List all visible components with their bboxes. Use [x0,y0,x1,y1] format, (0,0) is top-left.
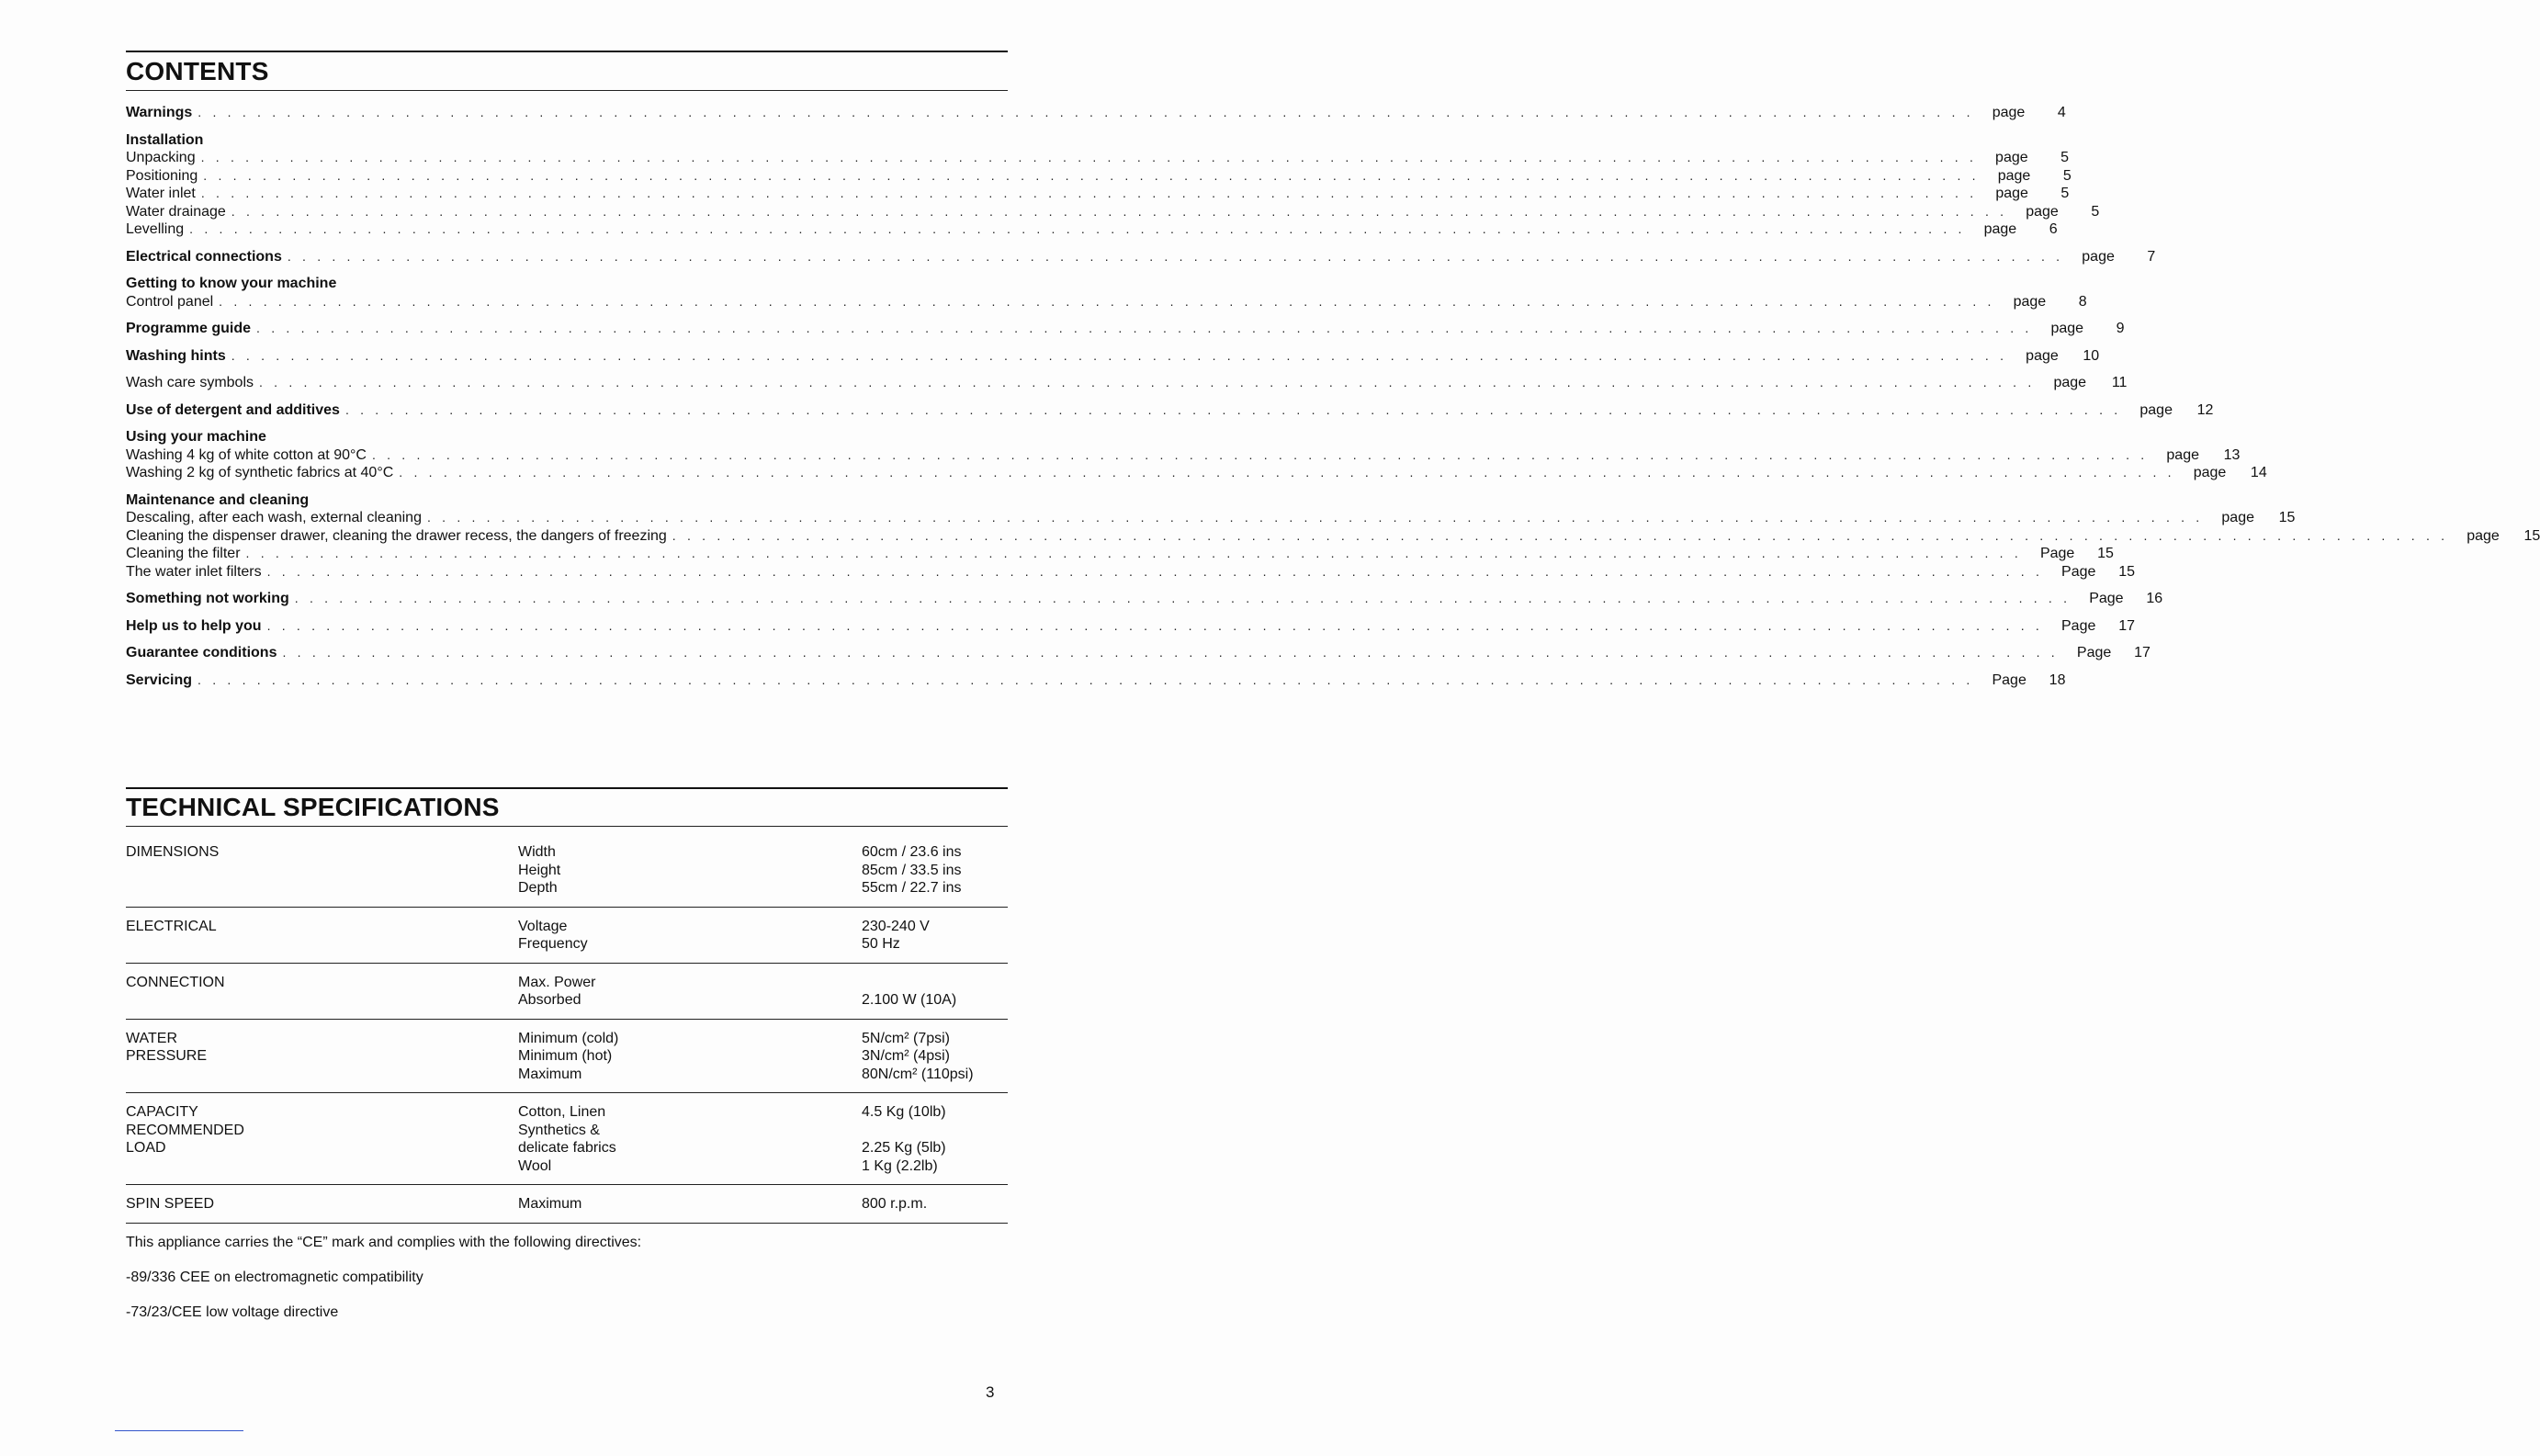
toc-entry-label: Washing 2 kg of synthetic fabrics at 40°C [126,465,394,480]
toc-entry [126,203,2100,221]
toc-page-number: 8 [2078,293,2087,310]
toc-page-word: Page [2076,645,2112,660]
toc-leader-dots: . . . . . . . . . . . . . . . . . . . . . . . . . . . . . . . . . . . . . . . . . . . . . . . . . . . . . . . . . . . . . . . . . . . . . . . . . . . . . . . . . . . . . . . . . . . . . . . . . . . . . . . . . . . . . . . . . . . . . . . . [189,221,1966,236]
toc-entry [126,104,2066,122]
toc-page-word: page [2467,527,2500,544]
toc-page-number: 10 [2083,347,2100,364]
toc-entry [126,401,2214,420]
page-number: 3 [986,1383,995,1401]
toc-leader-dots: . . . . . . . . . . . . . . . . . . . . . . . . . . . . . . . . . . . . . . . . . . . . . . . . . . . . . . . . . . . . . . . . . . . . . . . . . . . . . . . . . . . . . . . . . . . . . . . . . . . . . . . . . . . . . . . . . . . . . . . . [231,203,2008,219]
toc-page-word: page [1995,186,2028,201]
toc-page-number: 4 [2057,105,2066,120]
toc-page-word: page [1997,167,2031,184]
spec-item-column [518,974,595,1010]
toc-page-number: 17 [2118,617,2135,634]
toc-page-word: page [1983,221,2017,237]
toc-entry-label: Washing 4 kg of white cotton at 90°C [126,446,367,463]
toc-page-number: 17 [2134,645,2151,660]
toc-group [126,672,2066,690]
spec-category-column [126,1195,214,1213]
spec-category: DIMENSIONS [126,844,220,860]
spec-item: Width [518,844,556,860]
toc-page-word: page [2026,203,2059,220]
toc-page-word: Page [1992,672,2026,688]
toc-entry [126,320,2125,338]
toc-entry [126,293,2087,311]
toc-entry-label: Cleaning the dispenser drawer, cleaning the drawer recess, the dangers of freezing [126,527,667,544]
spec-item: Wool [518,1157,552,1174]
toc-entry-label: Something not working [126,591,289,606]
spec-item: Voltage [518,918,568,934]
spec-row-divider [126,963,1008,964]
toc-group [126,428,2267,482]
toc-page-number: 7 [2147,248,2156,265]
spec-value: 3N/cm² (4psi) [862,1048,951,1064]
toc-group-heading: Using your machine [126,429,266,445]
spec-item: Minimum (cold) [518,1030,619,1046]
toc-leader-dots: . . . . . . . . . . . . . . . . . . . . . . . . . . . . . . . . . . . . . . . . . . . . . . . . . . . . . . . . . . . . . . . . . . . . . . . . . . . . . . . . . . . . . . . . . . . . . . . . . . . . . . . . . . . . . . . . . . . . . . . . [294,591,2072,605]
spec-item-column [518,1103,616,1175]
spec-row-divider [126,1092,1008,1093]
directive-low-voltage: -73/23/CEE low voltage directive [126,1304,339,1320]
spec-category-column [126,1030,207,1066]
toc-page-word: page [2050,321,2084,336]
toc-page-word: page [2082,248,2115,265]
toc-entry-label: Help us to help you [126,617,262,634]
spec-value: 5N/cm² (7psi) [862,1030,951,1046]
spec-item: Cotton, Linen [518,1104,606,1120]
spec-category: LOAD [126,1140,166,1156]
toc-leader-dots: . . . . . . . . . . . . . . . . . . . . . . . . . . . . . . . . . . . . . . . . . . . . . . . . . . . . . . . . . . . . . . . . . . . . . . . . . . . . . . . . . . . . . . . . . . . . . . . . . . . . . . . . . . . . . . . . . . . . . . . . [371,446,2149,462]
toc-leader-dots: . . . . . . . . . . . . . . . . . . . . . . . . . . . . . . . . . . . . . . . . . . . . . . . . . . . . . . . . . . . . . . . . . . . . . . . . . . . . . . . . . . . . . . . . . . . . . . . . . . . . . . . . . . . . . . . . . . . . . . . . [282,645,2059,660]
spec-row [126,918,1008,954]
toc-page-word: page [2013,293,2047,310]
toc-leader-dots: . . . . . . . . . . . . . . . . . . . . . . . . . . . . . . . . . . . . . . . . . . . . . . . . . . . . . . . . . . . . . . . . . . . . . . . . . . . . . . . . . . . . . . . . . . . . . . . . . . . . . . . . . . . . . . . . . . . . . . . . [200,186,1978,200]
toc-group [126,644,2151,662]
spec-row [126,1195,1008,1213]
toc-entry [126,167,2072,186]
toc-entry [126,672,2066,690]
toc-entry-label: Washing hints [126,347,226,364]
contents-title: CONTENTS [126,57,269,85]
toc-page-word: page [1992,105,2026,120]
toc-entry [126,248,2156,266]
spec-value-column [862,843,962,897]
spec-value: 800 r.p.m. [862,1196,928,1212]
compliance-notes [126,1234,641,1338]
toc-entry-label: Cleaning the filter [126,546,241,561]
spec-value: 55cm / 22.7 ins [862,880,962,896]
toc-entry-label: Water drainage [126,203,226,220]
toc-leader-dots: . . . . . . . . . . . . . . . . . . . . . . . . . . . . . . . . . . . . . . . . . . . . . . . . . . . . . . . . . . . . . . . . . . . . . . . . . . . . . . . . . . . . . . . . . . . . . . . . . . . . . . . . . . . . . . . . . . . . . . . . [231,347,2008,363]
spec-row [126,843,1008,897]
toc-entry [126,347,2100,366]
toc-page-word: Page [2061,563,2096,580]
spec-value: 4.5 Kg (10lb) [862,1104,946,1120]
spec-item: Depth [518,880,558,896]
toc-page-number: 5 [2060,186,2070,201]
toc-entry [126,149,2070,167]
spec-value-column [862,1030,974,1084]
toc-page-number: 6 [2049,221,2058,237]
specs-title-underline [126,826,1008,827]
toc-entry-label: Guarantee conditions [126,645,277,660]
toc-leader-dots: . . . . . . . . . . . . . . . . . . . . . . . . . . . . . . . . . . . . . . . . . . . . . . . . . . . . . . . . . . . . . . . . . . . . . . . . . . . . . . . . . . . . . . . . . . . . . . . . . . . . . . . . . . . . . . . . . . . . . . . . [256,321,2033,335]
spec-value-column [862,918,930,954]
toc-entry [126,446,2241,465]
toc-page-number: 12 [2196,401,2214,418]
toc-leader-dots: . . . . . . . . . . . . . . . . . . . . . . . . . . . . . . . . . . . . . . . . . . . . . . . . . . . . . . . . . . . . . . . . . . . . . . . . . . . . . . . . . . . . . . . . . . . . . . . . . . . . . . . . . . . . . . . . . . . . . . . . [266,617,2043,633]
spec-value [862,1122,946,1140]
spec-row-divider [126,1019,1008,1020]
toc-page-word: page [2139,401,2173,418]
toc-group-heading: Installation [126,131,204,148]
spec-value-column [862,974,956,1010]
toc-entry-label: Servicing [126,672,193,688]
toc-group [126,590,2163,608]
toc-entry-label: The water inlet filters [126,563,262,580]
specs-title: TECHNICAL SPECIFICATIONS [126,793,500,821]
contents-title-underline [126,90,1008,91]
toc-entry-label: Descaling, after each wash, external cleaning [126,510,422,525]
toc-page-word: page [2221,510,2254,525]
spec-item: delicate fabrics [518,1140,616,1156]
toc-group [126,131,2100,239]
spec-category: CONNECTION [126,974,225,990]
toc-page-word: page [2053,375,2087,390]
toc-group [126,248,2156,266]
spec-value: 60cm / 23.6 ins [862,844,962,860]
toc-entry-label: Positioning [126,167,198,184]
toc-entry [126,509,2296,527]
toc-page-number: 16 [2146,591,2163,606]
spec-item: Absorbed [518,992,581,1008]
toc-leader-dots: . . . . . . . . . . . . . . . . . . . . . . . . . . . . . . . . . . . . . . . . . . . . . . . . . . . . . . . . . . . . . . . . . . . . . . . . . . . . . . . . . . . . . . . . . . . . . . . . . . . . . . . . . . . . . . . . . . . . . . . . [287,248,2064,264]
spec-item-column [518,843,560,897]
toc-leader-dots: . . . . . . . . . . . . . . . . . . . . . . . . . . . . . . . . . . . . . . . . . . . . . . . . . . . . . . . . . . . . . . . . . . . . . . . . . . . . . . . . . . . . . . . . . . . . . . . . . . . . . . . . . . . . . . . . . . . . . . . . [672,527,2449,543]
spec-category-column [126,1103,244,1157]
contents-top-rule [126,51,1008,52]
toc-leader-dots: . . . . . . . . . . . . . . . . . . . . . . . . . . . . . . . . . . . . . . . . . . . . . . . . . . . . . . . . . . . . . . . . . . . . . . . . . . . . . . . . . . . . . . . . . . . . . . . . . . . . . . . . . . . . . . . . . . . . . . . . [219,293,1995,309]
toc-leader-dots: . . . . . . . . . . . . . . . . . . . . . . . . . . . . . . . . . . . . . . . . . . . . . . . . . . . . . . . . . . . . . . . . . . . . . . . . . . . . . . . . . . . . . . . . . . . . . . . . . . . . . . . . . . . . . . . . . . . . . . . . [245,546,2022,560]
toc-entry-label: Warnings [126,105,193,120]
toc-group [126,491,2540,581]
spec-category: RECOMMENDED [126,1122,244,1138]
toc-leader-dots: . . . . . . . . . . . . . . . . . . . . . . . . . . . . . . . . . . . . . . . . . . . . . . . . . . . . . . . . . . . . . . . . . . . . . . . . . . . . . . . . . . . . . . . . . . . . . . . . . . . . . . . . . . . . . . . . . . . . . . . . [266,563,2044,579]
toc-page-number: 15 [2278,510,2296,525]
spec-value: 2.100 W (10A) [862,992,957,1008]
spec-value: 230-240 V [862,918,930,934]
toc-entry-label: Levelling [126,221,185,237]
specs-top-rule [126,787,1008,789]
spec-category: PRESSURE [126,1048,208,1064]
toc-entry [126,220,2058,239]
toc-page-number: 13 [2223,446,2241,463]
spec-item: Height [518,862,561,878]
directive-emc: -89/336 CEE on electromagnetic compatibility [126,1270,423,1285]
toc-page-word: page [2193,465,2227,480]
toc-entry [126,644,2151,662]
toc-entry-label: Use of detergent and additives [126,401,340,418]
toc-group-heading: Maintenance and cleaning [126,491,310,508]
toc-leader-dots: . . . . . . . . . . . . . . . . . . . . . . . . . . . . . . . . . . . . . . . . . . . . . . . . . . . . . . . . . . . . . . . . . . . . . . . . . . . . . . . . . . . . . . . . . . . . . . . . . . . . . . . . . . . . . . . . . . . . . . . . [198,672,1974,687]
toc-entry-label: Unpacking [126,150,196,165]
toc-entry-label: Control panel [126,293,214,310]
toc-group [126,347,2100,366]
spec-row-divider [126,1184,1008,1185]
toc-entry [126,563,2136,581]
toc-page-number: 14 [2250,465,2267,480]
toc-entry [126,464,2267,482]
spec-item: Maximum [518,1196,582,1212]
toc-leader-dots: . . . . . . . . . . . . . . . . . . . . . . . . . . . . . . . . . . . . . . . . . . . . . . . . . . . . . . . . . . . . . . . . . . . . . . . . . . . . . . . . . . . . . . . . . . . . . . . . . . . . . . . . . . . . . . . . . . . . . . . . [203,167,1980,183]
toc-page-word: Page [2061,617,2096,634]
toc-page-number: 18 [2049,672,2066,688]
toc-entry-label: Programme guide [126,321,252,336]
spec-item: Frequency [518,936,588,952]
toc-group-heading: Getting to know your machine [126,276,337,291]
spec-category-column [126,918,217,936]
spec-item: Synthetics & [518,1122,600,1138]
spec-value: 85cm / 33.5 ins [862,862,962,878]
toc-page-word: page [2026,347,2059,364]
toc-group [126,320,2125,338]
toc-entry-label: Wash care symbols [126,375,254,390]
spec-item: Max. Power [518,974,596,990]
toc-leader-dots: . . . . . . . . . . . . . . . . . . . . . . . . . . . . . . . . . . . . . . . . . . . . . . . . . . . . . . . . . . . . . . . . . . . . . . . . . . . . . . . . . . . . . . . . . . . . . . . . . . . . . . . . . . . . . . . . . . . . . . . . [426,510,2204,525]
spec-item-column [518,1030,618,1084]
toc-page-number: 11 [2111,375,2128,390]
spec-category: CAPACITY [126,1104,198,1120]
toc-group [126,374,2128,392]
toc-leader-dots: . . . . . . . . . . . . . . . . . . . . . . . . . . . . . . . . . . . . . . . . . . . . . . . . . . . . . . . . . . . . . . . . . . . . . . . . . . . . . . . . . . . . . . . . . . . . . . . . . . . . . . . . . . . . . . . . . . . . . . . . [200,150,1978,164]
spec-value [862,974,956,992]
toc-page-number: 15 [2523,527,2540,544]
spec-row [126,1103,1008,1175]
toc-entry [126,527,2540,546]
spec-item-column [518,918,588,954]
spec-item-column [518,1195,581,1213]
toc-group [126,275,2087,310]
spec-value: 80N/cm² (110psi) [862,1066,974,1082]
specifications-table [126,843,1008,1224]
spec-category-column [126,974,225,992]
toc-entry [126,590,2163,608]
toc-page-number: 5 [2091,203,2100,220]
toc-entry [126,617,2135,636]
toc-entry [126,185,2070,203]
toc-page-number: 15 [2097,546,2114,561]
spec-category: ELECTRICAL [126,918,217,934]
toc-group [126,104,2066,122]
spec-item: Maximum [518,1066,582,1082]
spec-row [126,974,1008,1010]
toc-entry-label: Electrical connections [126,248,282,265]
toc-page-number: 5 [2060,150,2070,165]
spec-row-divider [126,1223,1008,1224]
toc-page-word: Page [2039,546,2075,561]
toc-leader-dots: . . . . . . . . . . . . . . . . . . . . . . . . . . . . . . . . . . . . . . . . . . . . . . . . . . . . . . . . . . . . . . . . . . . . . . . . . . . . . . . . . . . . . . . . . . . . . . . . . . . . . . . . . . . . . . . . . . . . . . . . [399,465,2175,480]
spec-row-divider [126,907,1008,908]
toc-page-word: Page [2089,591,2124,606]
toc-page-number: 9 [2116,321,2125,336]
spec-value-column [862,1195,927,1213]
ce-mark-statement: This appliance carries the “CE” mark and complies with the following directives: [126,1235,642,1250]
spec-category: WATER [126,1030,177,1046]
toc-leader-dots: . . . . . . . . . . . . . . . . . . . . . . . . . . . . . . . . . . . . . . . . . . . . . . . . . . . . . . . . . . . . . . . . . . . . . . . . . . . . . . . . . . . . . . . . . . . . . . . . . . . . . . . . . . . . . . . . . . . . . . . . [344,401,2122,417]
toc-page-word: page [2166,446,2199,463]
toc-entry [126,374,2128,392]
toc-page-word: page [1995,150,2028,165]
spec-value-column [862,1103,946,1175]
toc-leader-dots: . . . . . . . . . . . . . . . . . . . . . . . . . . . . . . . . . . . . . . . . . . . . . . . . . . . . . . . . . . . . . . . . . . . . . . . . . . . . . . . . . . . . . . . . . . . . . . . . . . . . . . . . . . . . . . . . . . . . . . . . [259,375,2036,389]
table-of-contents [126,104,2540,698]
spec-row [126,1030,1008,1084]
spec-value: 2.25 Kg (5lb) [862,1140,946,1156]
scan-edge-mark [115,1430,243,1431]
spec-category: SPIN SPEED [126,1196,215,1212]
spec-category-column [126,843,219,862]
toc-page-number: 5 [2062,167,2072,184]
toc-group [126,401,2214,420]
toc-page-number: 15 [2118,563,2136,580]
spec-value: 50 Hz [862,936,900,952]
spec-item: Minimum (hot) [518,1048,613,1064]
toc-entry [126,545,2114,563]
spec-value: 1 Kg (2.2lb) [862,1157,938,1174]
toc-entry-label: Water inlet [126,186,196,201]
toc-leader-dots: . . . . . . . . . . . . . . . . . . . . . . . . . . . . . . . . . . . . . . . . . . . . . . . . . . . . . . . . . . . . . . . . . . . . . . . . . . . . . . . . . . . . . . . . . . . . . . . . . . . . . . . . . . . . . . . . . . . . . . . . [198,105,1974,119]
toc-group [126,617,2135,636]
